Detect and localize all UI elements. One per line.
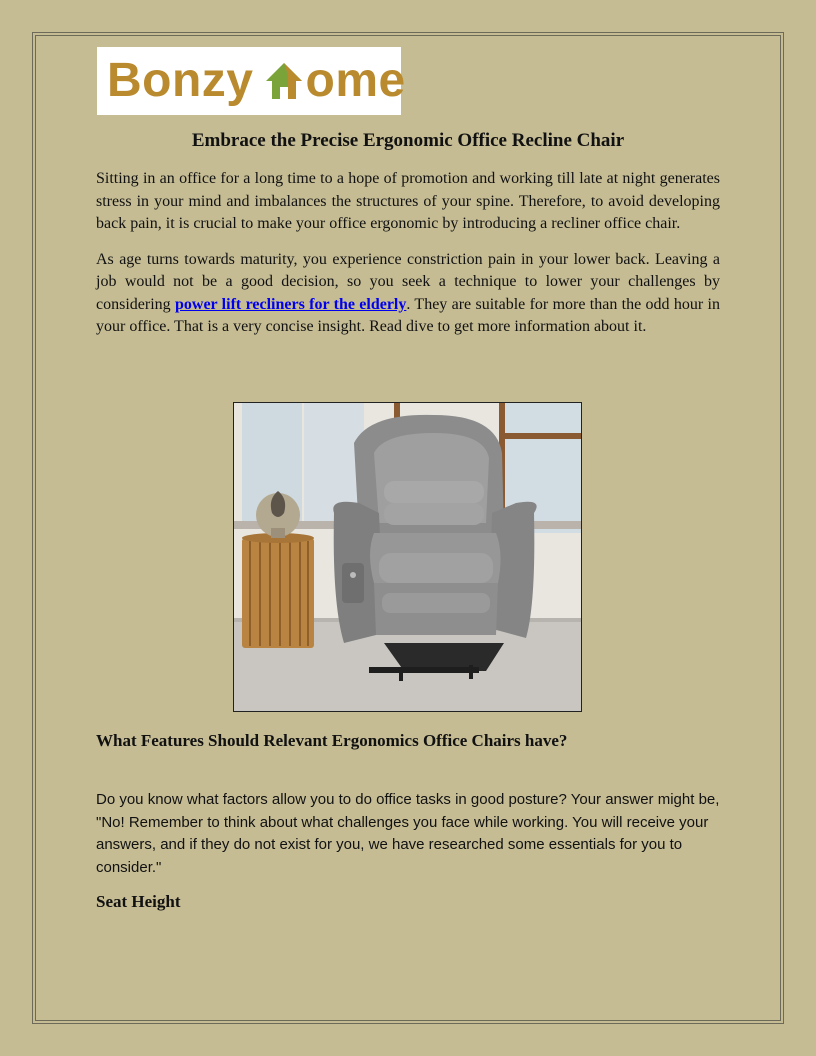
logo-wordmark: [107, 54, 406, 107]
paragraph-intro: Sitting in an office for a long time to a hope of promotion and working till late at night generates stress in your mind and imbalances the structures of your spine. Therefore, to avoid developing back pain, it is crucial to make your office ergonomic by introducing a recliner office chair.: [96, 170, 720, 232]
logo-text-ome: ome: [305, 54, 406, 107]
paragraph-posture: Do you know what factors allow you to do office tasks in good posture? Your answer might be, "No! Remember to think about what challenges you face while working. You will receive your answers, and if they do not exist for you, we have researched some essentials for you to consider.": [96, 791, 720, 876]
recliner-chair-photo: [233, 402, 582, 712]
power-lift-recliners-link[interactable]: power lift recliners for the elderly: [174, 295, 407, 313]
recliner-chair-illustration: [234, 403, 581, 711]
paragraph-maturity: [96, 249, 720, 339]
bonzy-home-logo: [97, 47, 406, 115]
subheading-seat-height: Seat Height: [96, 892, 181, 911]
paragraph-text-before-link: As age turns towards maturity, you experience constriction pain in your lower back. Leaving a job would not be a good decision, so you seek a technique to lower your challenges by considering: [96, 250, 720, 313]
section-heading-features: What Features Should Relevant Ergonomics Office Chairs have?: [96, 731, 568, 750]
article-body: [96, 130, 720, 352]
paragraph-text-after-link: . They are suitable for more than the odd hour in your office. That is a very concise insight. Read dive to get more information about it.: [96, 295, 720, 335]
article-title: Embrace the Precise Ergonomic Office Recline Chair: [191, 130, 625, 151]
house-icon: [264, 61, 304, 101]
logo-text-bonzy: Bonzy: [107, 54, 254, 107]
